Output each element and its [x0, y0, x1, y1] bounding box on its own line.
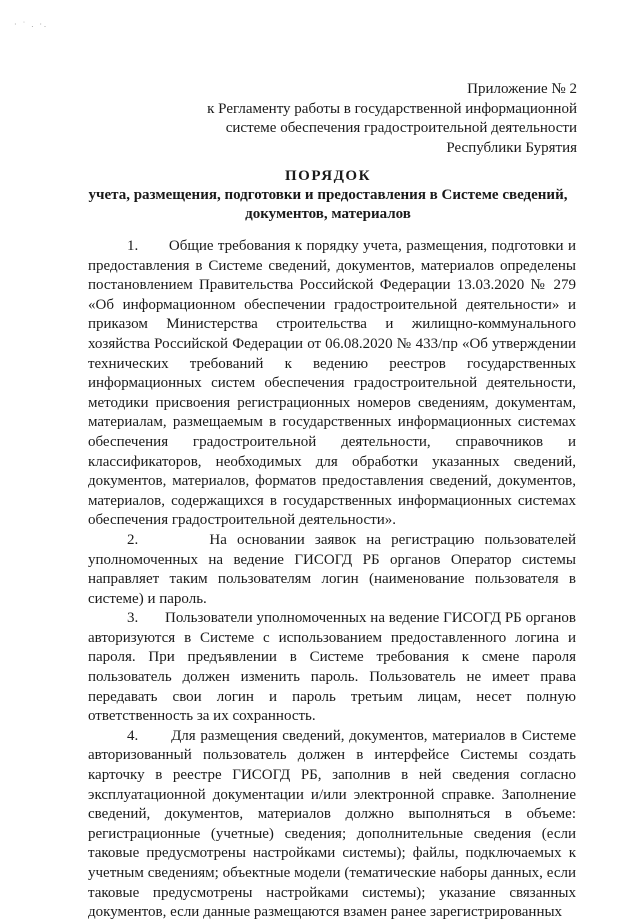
title-sub-2: документов, материалов — [245, 206, 411, 222]
paragraph-number: 3. — [127, 610, 139, 627]
paragraph-4 — [88, 727, 576, 923]
paragraph-text: Пользователи уполномоченных на ведение ГИСОГД РБ органов авторизуются в Системе с использованием предоставленного логина и пароля. При предъявлении в Системе требования к смене пароля пользователь должен изменить пароль. Пользователь не имеет права передавать свои логин и пароль третьим лицам, несет полную ответственность за их сохранность. — [88, 610, 577, 725]
annex-line-3: системе обеспечения градостроительной деятельности — [225, 120, 577, 136]
paragraph-text: Для размещения сведений, документов, материалов в Системе авторизованный пользователь должен в интерфейсе Системы создать карточку в реестре ГИСОГД РБ, заполнив в ней сведения согласно эксплуатационной документации и/или электронной справке. Заполнение сведений, документов, материалов должно выполняться в объеме: регистрационные (учетные) сведения; дополнительные сведения (если таковые предусмотрены настройками системы); файлы, подключаемых к учетным сведениям; объектные модели (тематические наборы данных, если таковые предусмотрены настройками системы); указание связанных документов, если данные размещаются взамен ранее зарегистрированных — [88, 727, 576, 921]
title-main: ПОРЯДОК — [285, 168, 371, 184]
annex-line-1: Приложение № 2 — [467, 81, 577, 97]
scan-specks: · ˙ . ·. — [14, 20, 48, 29]
document-body — [88, 237, 576, 923]
annex-line-4: Республики Бурятия — [446, 139, 577, 156]
paragraph-2 — [88, 531, 576, 609]
document-title — [84, 167, 572, 224]
title-sub-1: учета, размещения, подготовки и предоставления в Системе сведений, — [88, 187, 568, 203]
paragraph-number: 2. — [127, 531, 139, 548]
paragraph-1 — [88, 237, 576, 531]
annex-line-2: к Регламенту работы в государственной информационной — [207, 100, 577, 117]
paragraph-number: 1. — [127, 238, 139, 254]
paragraph-3 — [88, 609, 576, 727]
paragraph-text: Общие требования к порядку учета, размещения, подготовки и предоставления в Системе сведений, документов, материалов определены постановлением Правительства Российской Федерации 13.03.2020 № 279 «Об информационном обеспечении градостроительной деятельности» и приказом Министерства строительства и жилищно-коммунального хозяйства Российской Федерации от 06.08.2020 № 433/пр «Об утверждении технических требований к ведению реестров государственных информационных систем обеспечения градостроительной деятельности, методики присвоения регистрационных номеров сведениям, документам, материалам, размещаемым в государственных информационных системах обеспечения градостроительной деятельности, справочников и классификаторов, необходимых для обработки указанных сведений, документов, материалов, форматов предоставления сведений, документов, материалов, содержащихся в государственных информационных системах обеспечения градостроительной деятельности». — [88, 238, 576, 529]
annex-header — [207, 80, 577, 158]
paragraph-text: На основании заявок на регистрацию пользователей уполномоченных на ведение ГИСОГД РБ органов Оператор системы направляет таким пользователям логин (наименование пользователя в системе) и пароль. — [88, 531, 576, 607]
paragraph-number: 4. — [127, 727, 139, 744]
